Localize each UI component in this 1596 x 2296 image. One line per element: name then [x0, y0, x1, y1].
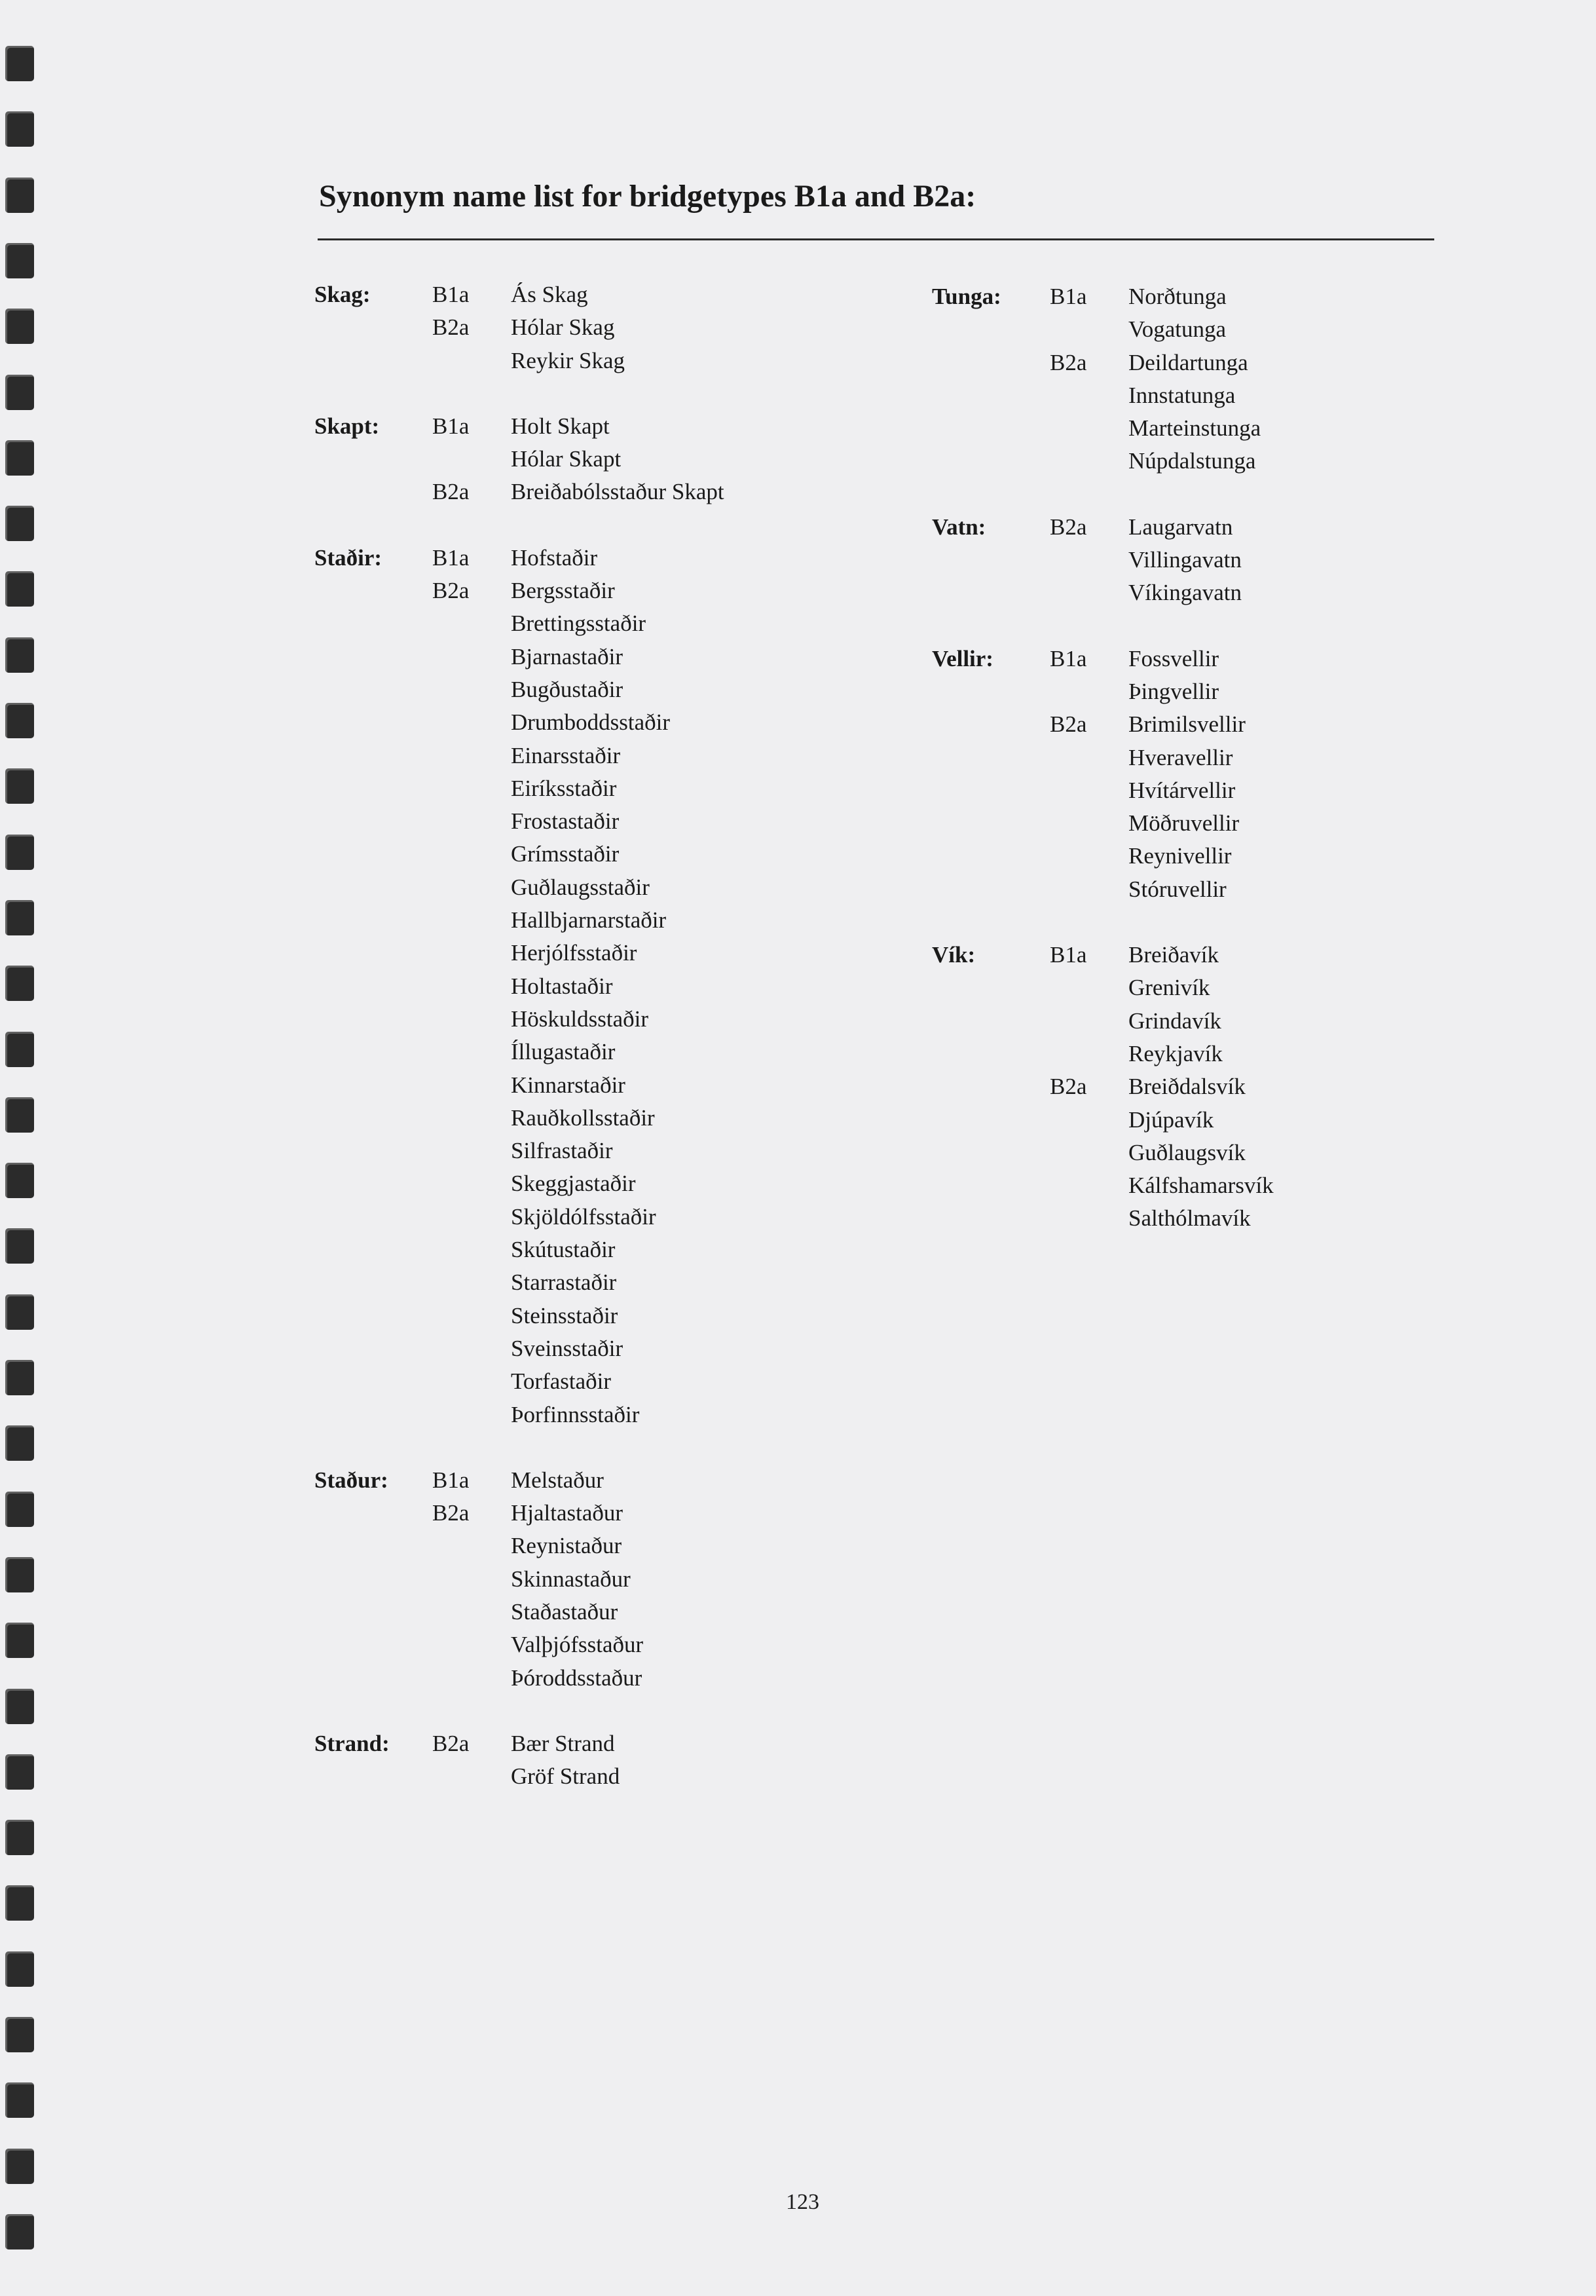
- binding-hole: [5, 1492, 34, 1527]
- list-item: Laugarvatn: [1128, 514, 1233, 540]
- list-item: Víkingavatn: [1128, 580, 1242, 606]
- list-item: Hvítárvellir: [1128, 777, 1236, 803]
- name-list: [1128, 347, 1456, 478]
- synonym-group: [932, 643, 1456, 906]
- list-item: Salthólmavík: [1128, 1205, 1251, 1232]
- list-item: Bjarnastaðir: [511, 643, 623, 669]
- bridgetype-subgroup: [432, 1464, 838, 1497]
- list-item: Reynivellir: [1128, 843, 1232, 869]
- list-item: Vogatunga: [1128, 316, 1227, 343]
- list-item: Djúpavík: [1128, 1106, 1214, 1133]
- binding-hole: [5, 46, 34, 81]
- binding-hole: [5, 1163, 34, 1198]
- synonym-group: [932, 511, 1456, 610]
- bridgetype-label: B2a: [1050, 349, 1087, 375]
- list-item: Höskuldsstaðir: [511, 1006, 648, 1032]
- bridgetype-subgroup: [432, 1497, 838, 1695]
- name-list: [1128, 708, 1456, 906]
- list-item: Bergsstaðir: [511, 578, 615, 604]
- synonym-group: [932, 280, 1456, 478]
- list-item: Rauðkollsstaðir: [511, 1104, 655, 1131]
- bridgetype-label: B1a: [432, 544, 470, 571]
- synonym-group: [314, 278, 838, 377]
- name-list: [511, 476, 838, 508]
- list-item: Bugðustaðir: [511, 676, 623, 702]
- list-item: Grímsstaðir: [511, 841, 620, 867]
- binding-hole: [5, 309, 34, 344]
- page-title: Synonym name list for bridgetypes B1a and B2a:: [319, 179, 976, 214]
- name-list: [511, 410, 838, 476]
- list-item: Hólar Skag: [511, 314, 615, 341]
- list-item: Hólar Skapt: [511, 446, 622, 472]
- list-item: Þorfinnsstaðir: [511, 1401, 640, 1427]
- bridgetype-label: B2a: [1050, 711, 1087, 738]
- bridgetype-label: B2a: [1050, 514, 1087, 540]
- name-list: [1128, 939, 1456, 1070]
- name-list: [1128, 280, 1456, 347]
- list-item: Bær Strand: [511, 1730, 615, 1756]
- bridgetype-subgroup: [1050, 511, 1456, 610]
- list-item: Herjólfsstaðir: [511, 940, 637, 966]
- list-item: Skjöldólfsstaðir: [511, 1203, 656, 1230]
- list-item: Hallbjarnarstaðir: [511, 907, 667, 933]
- group-name: Vík:: [932, 942, 976, 968]
- list-item: Silfrastaðir: [511, 1138, 613, 1164]
- synonym-group: [314, 1464, 838, 1695]
- synonym-group: [314, 542, 838, 1431]
- title-divider: [318, 238, 1434, 240]
- group-name: Vellir:: [932, 645, 993, 671]
- binding-hole: [5, 2149, 34, 2184]
- name-list: [1128, 643, 1456, 709]
- list-item: Villingavatn: [1128, 547, 1242, 573]
- list-item: Fossvellir: [1128, 645, 1219, 671]
- list-item: Guðlaugsvík: [1128, 1139, 1246, 1165]
- page-number: 123: [786, 2190, 819, 2214]
- bridgetype-label: B1a: [432, 282, 470, 307]
- list-item: Breiðavík: [1128, 942, 1219, 968]
- bridgetype-subgroup: [1050, 939, 1456, 1070]
- name-list: [511, 542, 838, 574]
- bridgetype-label: B1a: [1050, 284, 1087, 309]
- bridgetype-label: B2a: [432, 479, 470, 505]
- list-item: Sveinsstaðir: [511, 1335, 623, 1361]
- list-item: Hjaltastaður: [511, 1500, 623, 1526]
- binding-hole: [5, 1557, 34, 1592]
- list-item: Reykjavík: [1128, 1040, 1223, 1066]
- list-item: Brimilsvellir: [1128, 711, 1246, 738]
- group-name: Staður:: [314, 1467, 388, 1493]
- name-list: [511, 1464, 838, 1497]
- binding-hole: [5, 178, 34, 213]
- list-item: Innstatunga: [1128, 382, 1236, 408]
- list-item: Holt Skapt: [511, 413, 610, 439]
- binding-hole: [5, 243, 34, 278]
- list-item: Torfastaðir: [511, 1368, 612, 1395]
- list-item: Norðtunga: [1128, 284, 1227, 309]
- list-item: Stóruvellir: [1128, 876, 1227, 902]
- binding-hole: [5, 1623, 34, 1658]
- binding-hole: [5, 1820, 34, 1855]
- binding-hole: [5, 1032, 34, 1067]
- bridgetype-subgroup: [432, 542, 838, 574]
- bridgetype-subgroup: [432, 410, 838, 476]
- list-item: Reykir Skag: [511, 347, 625, 373]
- binding-hole: [5, 111, 34, 147]
- spiral-binding-holes: [0, 0, 59, 2296]
- name-list: [511, 1497, 838, 1695]
- binding-hole: [5, 900, 34, 935]
- list-item: Þóroddsstaður: [511, 1665, 642, 1691]
- binding-hole: [5, 1294, 34, 1330]
- synonym-group: [314, 410, 838, 509]
- binding-hole: [5, 637, 34, 673]
- right-column: [932, 280, 1456, 1268]
- name-list: [511, 1727, 838, 1794]
- list-item: Valþjófsstaður: [511, 1632, 644, 1658]
- synonym-group: [932, 939, 1456, 1235]
- binding-hole: [5, 1228, 34, 1264]
- list-item: Breiðabólsstaður Skapt: [511, 479, 724, 505]
- bridgetype-subgroup: [432, 476, 838, 508]
- bridgetype-label: B1a: [1050, 942, 1087, 968]
- list-item: Möðruvellir: [1128, 810, 1240, 837]
- bridgetype-subgroup: [1050, 643, 1456, 709]
- binding-hole: [5, 571, 34, 607]
- bridgetype-label: B2a: [432, 1730, 470, 1756]
- bridgetype-label: B1a: [1050, 645, 1087, 671]
- list-item: Drumboddsstaðir: [511, 709, 671, 736]
- bridgetype-label: B2a: [1050, 1074, 1087, 1100]
- list-item: Hofstaðir: [511, 544, 598, 571]
- list-item: Guðlaugsstaðir: [511, 874, 650, 900]
- list-item: Einarsstaðir: [511, 742, 621, 768]
- bridgetype-label: B2a: [432, 314, 470, 341]
- bridgetype-subgroup: [432, 1727, 838, 1794]
- list-item: Marteinstunga: [1128, 415, 1261, 442]
- binding-hole: [5, 1360, 34, 1395]
- list-item: Grindavík: [1128, 1007, 1221, 1034]
- binding-hole: [5, 440, 34, 476]
- binding-hole: [5, 1885, 34, 1921]
- binding-hole: [5, 1425, 34, 1461]
- list-item: Núpdalstunga: [1128, 448, 1256, 474]
- binding-hole: [5, 1951, 34, 1987]
- group-name: Strand:: [314, 1730, 390, 1756]
- bridgetype-label: B2a: [432, 1500, 470, 1526]
- name-list: [1128, 1070, 1456, 1235]
- name-list: [511, 311, 838, 377]
- synonym-group: [314, 1727, 838, 1794]
- list-item: Íllugastaðir: [511, 1039, 616, 1065]
- group-name: Tunga:: [932, 284, 1001, 309]
- binding-hole: [5, 703, 34, 738]
- list-item: Deildartunga: [1128, 349, 1248, 375]
- binding-hole: [5, 2082, 34, 2118]
- bridgetype-subgroup: [1050, 708, 1456, 906]
- list-item: Skeggjastaðir: [511, 1171, 636, 1197]
- list-item: Kinnarstaðir: [511, 1072, 625, 1098]
- list-item: Steinsstaðir: [511, 1302, 618, 1328]
- list-item: Reynistaður: [511, 1533, 622, 1559]
- bridgetype-subgroup: [432, 278, 838, 311]
- group-name: Skapt:: [314, 413, 380, 439]
- binding-hole: [5, 2214, 34, 2249]
- bridgetype-label: B1a: [432, 413, 470, 439]
- left-column: [314, 278, 838, 1826]
- bridgetype-label: B1a: [432, 1467, 470, 1493]
- list-item: Kálfshamarsvík: [1128, 1173, 1274, 1199]
- bridgetype-subgroup: [1050, 280, 1456, 347]
- binding-hole: [5, 1689, 34, 1724]
- list-item: Skútustaðir: [511, 1237, 616, 1263]
- list-item: Breiðdalsvík: [1128, 1074, 1246, 1100]
- group-name: Skag:: [314, 282, 371, 307]
- list-item: Ás Skag: [511, 282, 588, 307]
- list-item: Hveravellir: [1128, 744, 1233, 770]
- list-item: Grenivík: [1128, 975, 1210, 1001]
- binding-hole: [5, 375, 34, 410]
- list-item: Frostastaðir: [511, 808, 620, 835]
- binding-hole: [5, 835, 34, 870]
- group-name: Staðir:: [314, 544, 382, 571]
- bridgetype-label: B2a: [432, 578, 470, 604]
- list-item: Starrastaðir: [511, 1270, 617, 1296]
- bridgetype-subgroup: [1050, 1070, 1456, 1235]
- list-item: Staðastaður: [511, 1598, 618, 1625]
- list-item: Brettingsstaðir: [511, 611, 646, 637]
- list-item: Eiríksstaðir: [511, 775, 617, 801]
- bridgetype-subgroup: [432, 574, 838, 1431]
- bridgetype-subgroup: [432, 311, 838, 377]
- name-list: [1128, 511, 1456, 610]
- group-name: Vatn:: [932, 514, 986, 540]
- name-list: [511, 278, 838, 311]
- name-list: [511, 574, 838, 1431]
- binding-hole: [5, 506, 34, 541]
- list-item: Holtastaðir: [511, 973, 613, 999]
- binding-hole: [5, 966, 34, 1001]
- binding-hole: [5, 2017, 34, 2052]
- list-item: Skinnastaður: [511, 1566, 631, 1592]
- binding-hole: [5, 1754, 34, 1790]
- list-item: Þingvellir: [1128, 678, 1219, 704]
- list-item: Melstaður: [511, 1467, 604, 1493]
- binding-hole: [5, 1097, 34, 1133]
- bridgetype-subgroup: [1050, 347, 1456, 478]
- list-item: Gröf Strand: [511, 1763, 620, 1790]
- binding-hole: [5, 768, 34, 804]
